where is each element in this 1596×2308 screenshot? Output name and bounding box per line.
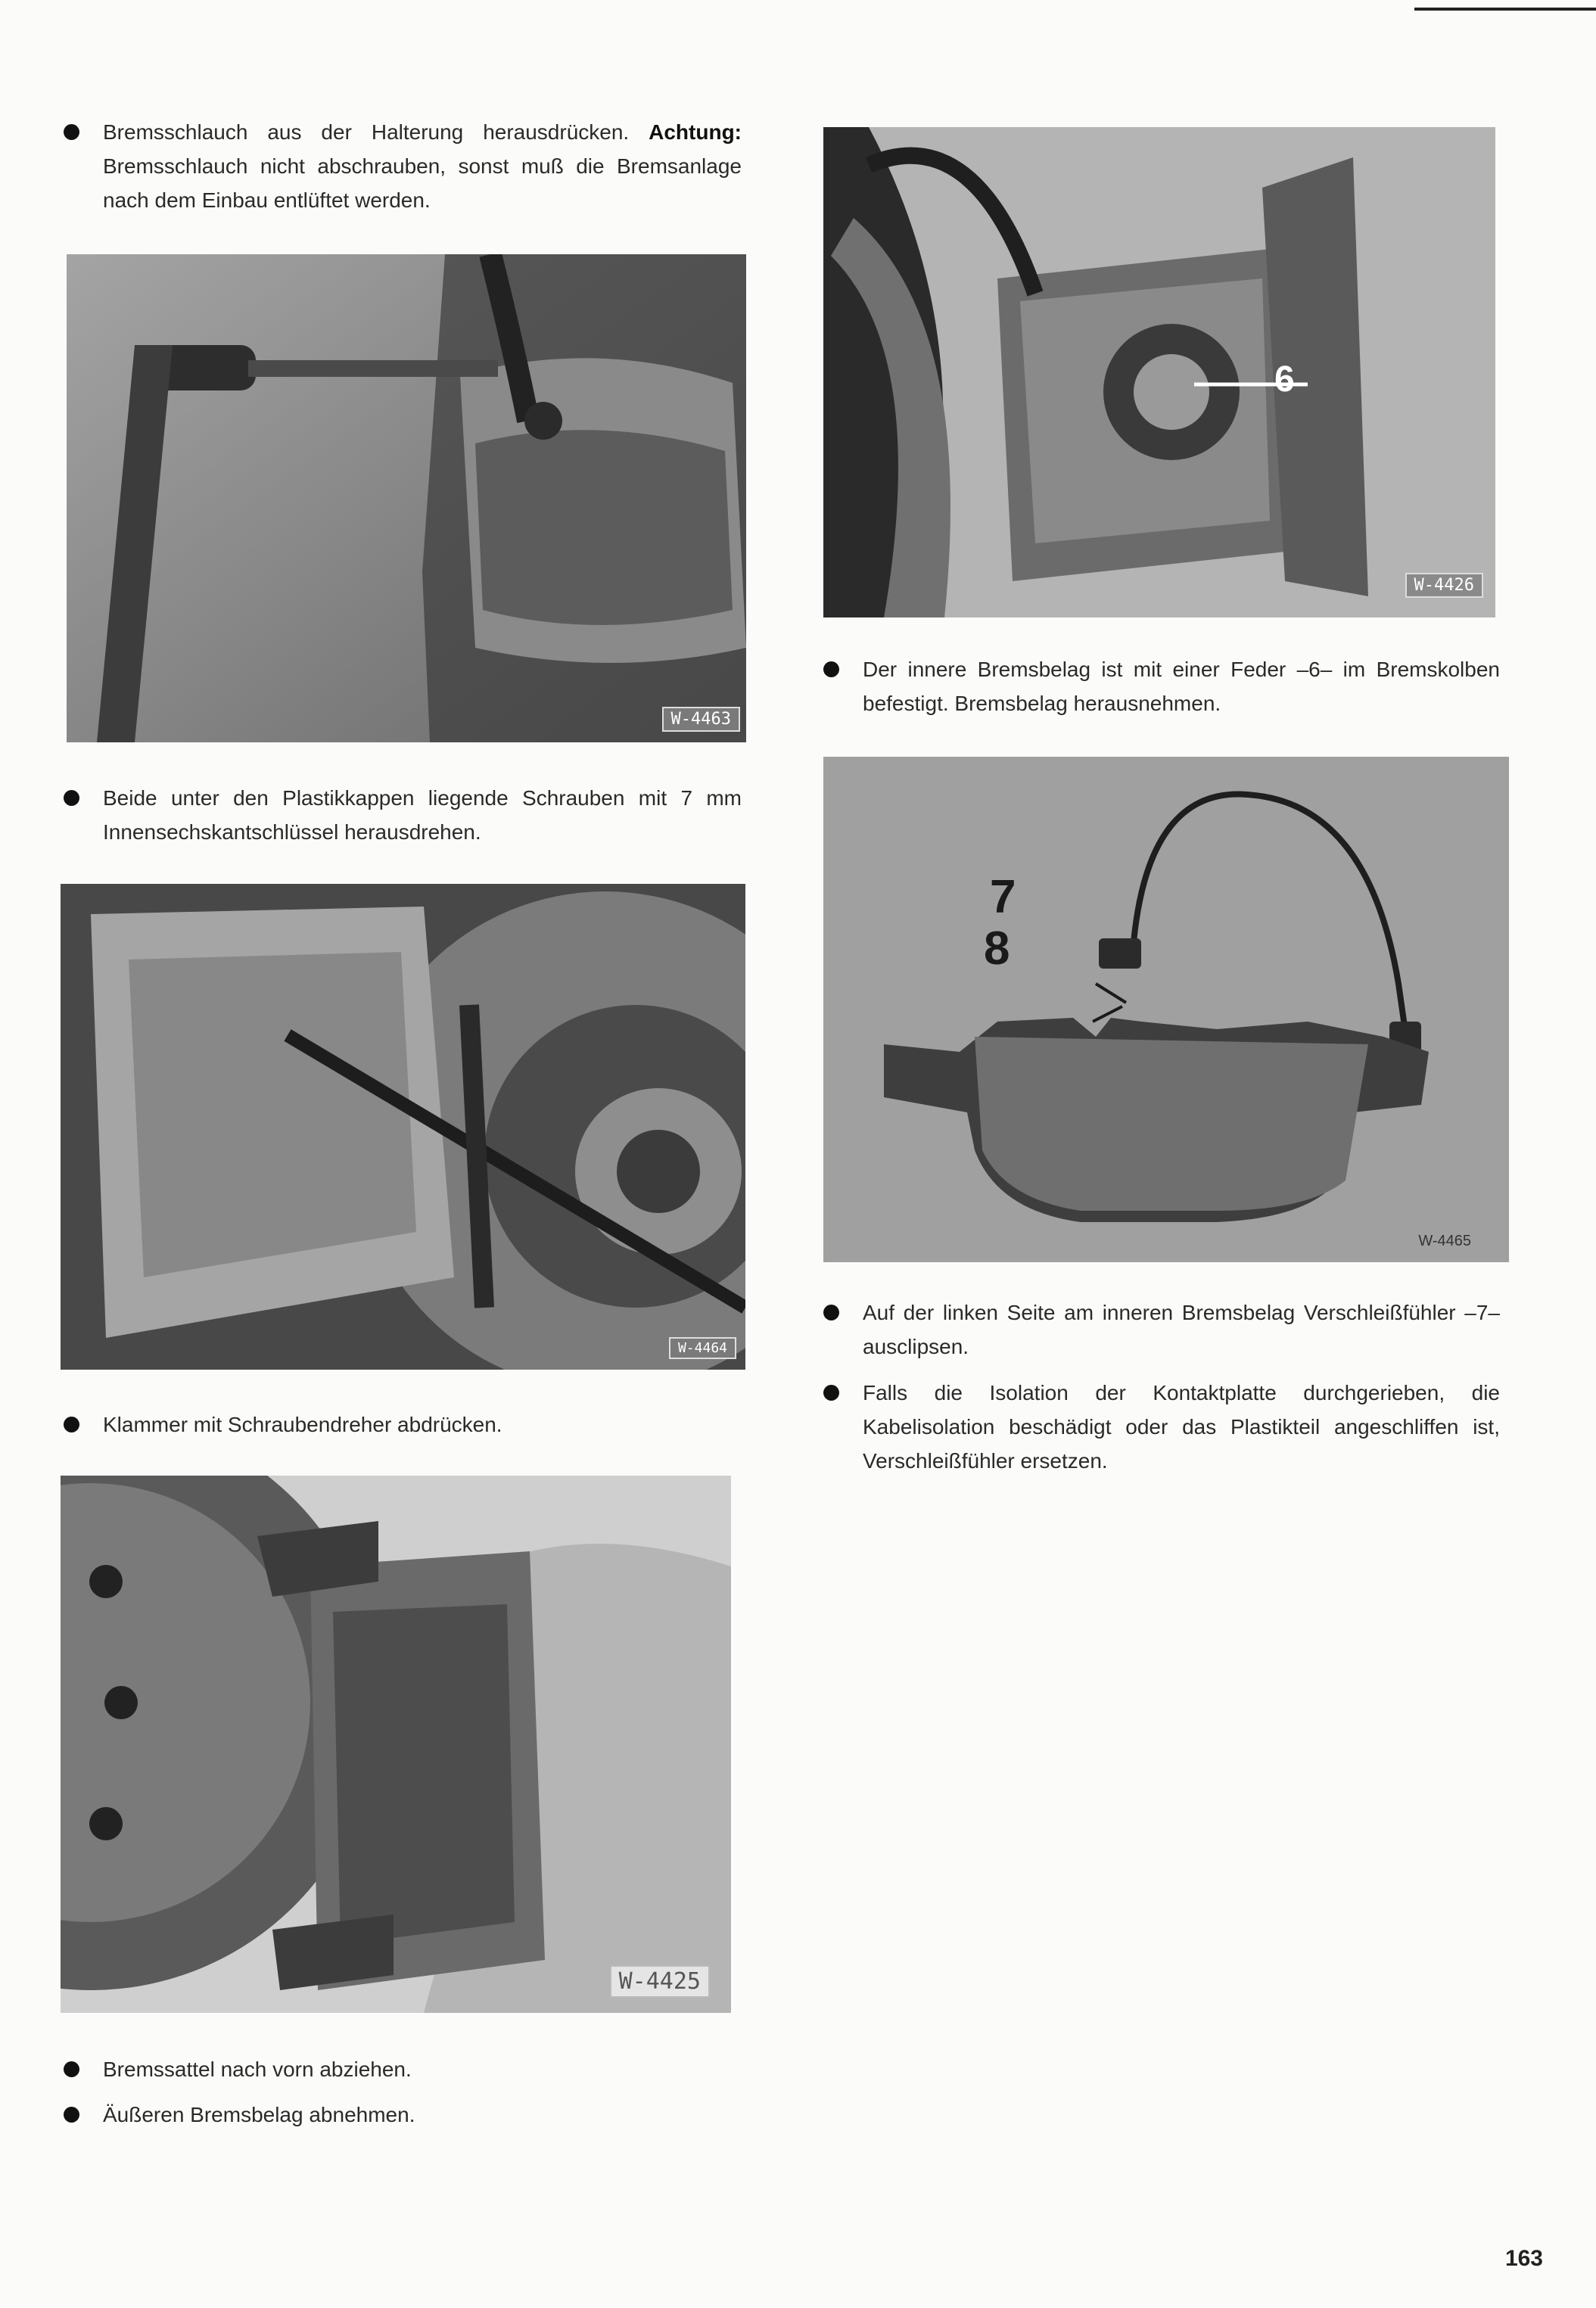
- instruction-pull-caliper: Bremssattel nach vorn abziehen.: [103, 2052, 742, 2086]
- instruction-inner-pad: Der innere Bremsbelag ist mit einer Feder –6– im Bremskolben befestigt. Bremsbelag herausnehmen.: [863, 652, 1500, 720]
- figure-code: W-4464: [669, 1337, 736, 1359]
- bullet-icon: [64, 2107, 79, 2123]
- instruction-unclip-sensor: Auf der linken Seite am inneren Bremsbelag Verschleißfühler –7– ausclipsen.: [863, 1296, 1500, 1364]
- instruction-outer-pad: Äußeren Bremsbelag abnehmen.: [103, 2098, 742, 2132]
- photo-remove-caliper: [61, 1476, 731, 2013]
- callout-label: 6: [1274, 359, 1295, 400]
- bullet-icon: [64, 2061, 79, 2077]
- bullet-icon: [64, 124, 79, 140]
- instruction-remove-screws: Beide unter den Plastikkappen liegende Schrauben mit 7 mm Innensechskantschlüssel herausdrehen.: [103, 781, 742, 849]
- figure-code: W-4463: [662, 707, 740, 732]
- page-number: 163: [1504, 2246, 1543, 2271]
- bullet-icon: [823, 1385, 839, 1401]
- bullet-icon: [64, 790, 79, 806]
- warning-label: Achtung:: [649, 120, 742, 144]
- instruction-replace-sensor: Falls die Isolation der Kontaktplatte durchgerieben, die Kabelisolation beschädigt oder das Plastikteil angeschliffen ist, Verschleißfühler ersetzen.: [863, 1376, 1500, 1478]
- header-rule: [1414, 8, 1596, 11]
- figure-code: W-4465: [1418, 1233, 1471, 1249]
- instruction-brake-hose: Bremsschlauch aus der Halterung herausdrücken. Achtung: Bremsschlauch nicht abschrauben, sonst muß die Bremsanlage nach dem Einbau entlüftet werden.: [103, 115, 742, 217]
- figure-code: W-4426: [1405, 573, 1483, 598]
- photo-inner-pad-spring: [823, 127, 1495, 617]
- bullet-icon: [823, 661, 839, 677]
- callout-label: 8: [984, 922, 1010, 975]
- photo-wear-sensor: [823, 757, 1509, 1262]
- instruction-press-clip: Klammer mit Schraubendreher abdrücken.: [103, 1408, 742, 1442]
- figure-code: W-4425: [610, 1965, 710, 1998]
- photo-screwdriver-clip: [61, 884, 745, 1370]
- callout-label: 7: [990, 871, 1016, 923]
- bullet-icon: [823, 1305, 839, 1320]
- photo-wrench-caliper: [67, 254, 746, 742]
- bullet-icon: [64, 1417, 79, 1432]
